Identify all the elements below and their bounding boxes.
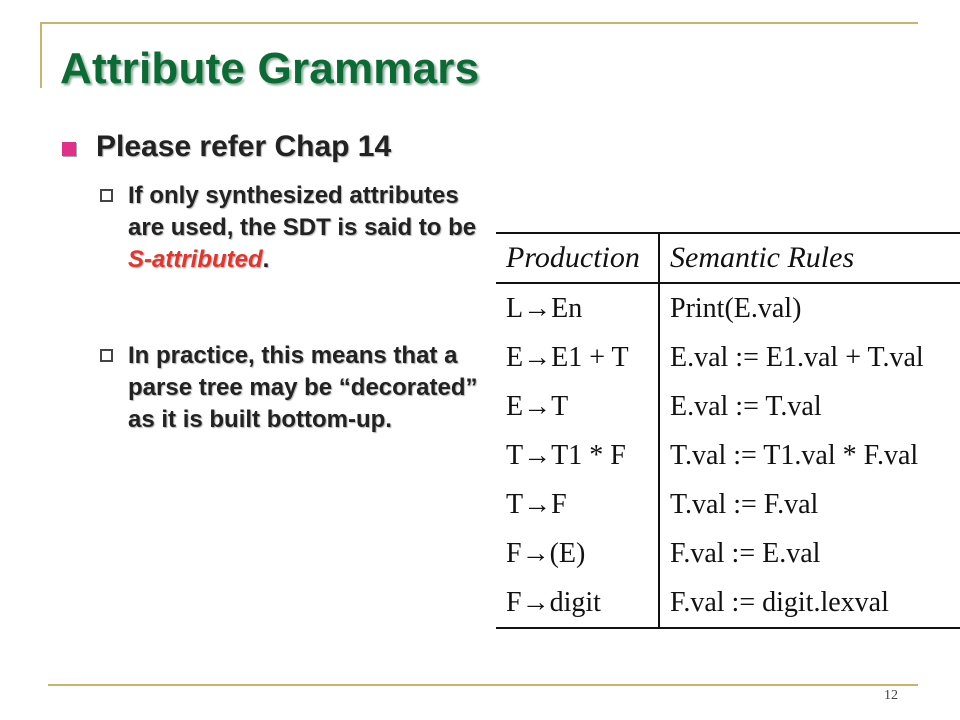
production-cell: E→E1 + T: [496, 333, 659, 382]
hollow-square-bullet-icon: [100, 189, 113, 202]
frame-bottom-line: [48, 684, 918, 686]
hollow-square-bullet-icon: [100, 349, 113, 362]
production-cell: L→En: [496, 283, 659, 333]
sub-bullet-2: [100, 340, 490, 436]
rule-cell: T.val := F.val: [670, 488, 819, 520]
page-number: 12: [884, 688, 898, 703]
production-cell: E→T: [496, 382, 659, 431]
rule-cell: Print(E.val): [670, 292, 802, 324]
table-row: [496, 529, 960, 578]
frame-top-line: [40, 22, 918, 24]
table-row: [496, 283, 960, 333]
rule-cell: T.val := T1.val * F.val: [670, 439, 919, 471]
table-header-row: [496, 233, 960, 283]
pink-square-bullet-icon: [62, 142, 76, 156]
bullet-level1: [62, 130, 391, 164]
sdt-table: [496, 232, 960, 629]
sub-bullet-1-text: [128, 180, 483, 276]
production-cell: F→digit: [496, 578, 659, 628]
s-attributed-highlight: S-attributed: [128, 246, 263, 273]
rule-cell: F.val := E.val: [670, 537, 821, 569]
slide-title: Attribute Grammars: [60, 44, 480, 93]
table-row: [496, 578, 960, 628]
table-row: [496, 431, 960, 480]
production-cell: F→(E): [496, 529, 659, 578]
sub-bullet-1: [100, 180, 490, 276]
production-cell: T→T1 * F: [496, 431, 659, 480]
table-row: [496, 333, 960, 382]
production-cell: T→F: [496, 480, 659, 529]
header-semantic-rules: Semantic Rules: [659, 233, 960, 283]
table-row: [496, 382, 960, 431]
header-production: Production: [496, 233, 659, 283]
sub-bullet-1-after: .: [262, 246, 270, 273]
bullet-level1-text: Please refer Chap 14: [96, 130, 392, 163]
rule-cell: E.val := E1.val + T.val: [670, 341, 924, 373]
table-row: [496, 480, 960, 529]
rule-cell: E.val := T.val: [670, 390, 822, 422]
rule-cell: F.val := digit.lexval: [659, 578, 960, 628]
frame-left-line: [40, 22, 42, 88]
sub-bullet-1-before: If only synthesized attributes are used, the SDT is said to be: [128, 182, 477, 241]
sub-bullet-2-text: In practice, this means that a parse tree may be “decorated” as it is built bottom-up.: [128, 342, 478, 433]
